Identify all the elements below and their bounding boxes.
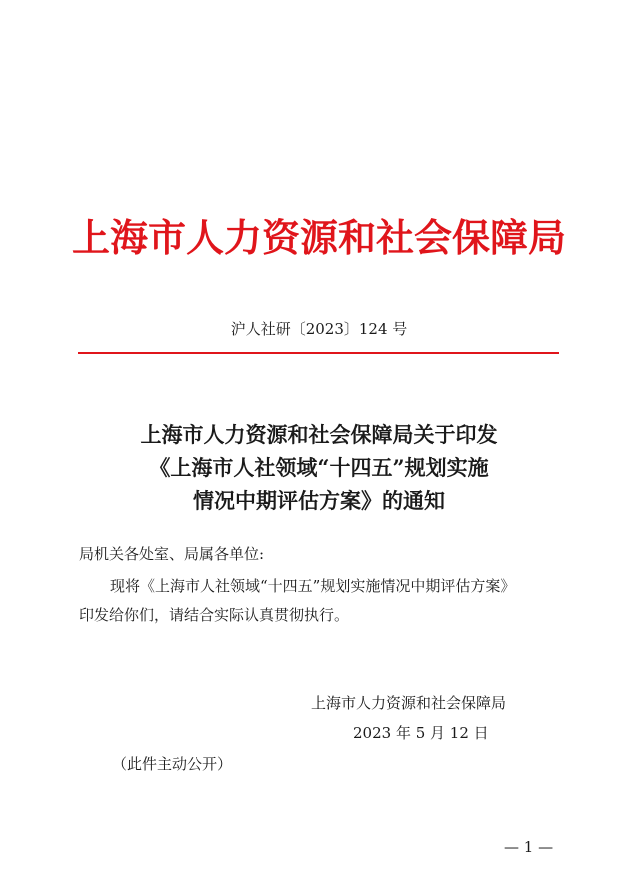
document-title-line-3: 情况中期评估方案》的通知 (193, 488, 445, 513)
body-paragraph-line-1: 现将《上海市人社领域“十四五”规划实施情况中期评估方案》 (110, 577, 516, 595)
header-red-divider (78, 352, 559, 354)
organization-header: 上海市人力资源和社会保障局 (71, 215, 566, 260)
salutation: 局机关各处室、局属各单位: (79, 545, 265, 563)
issue-date: 2023 年 5 月 12 日 (353, 724, 489, 742)
disclosure-note: （此件主动公开） (112, 755, 233, 773)
document-title-line-2: 《上海市人社领域“十四五”规划实施 (149, 455, 489, 480)
document-title (0, 418, 638, 517)
document-number: 沪人社研〔2023〕124 号 (230, 320, 408, 338)
issuing-authority: 上海市人力资源和社会保障局 (311, 694, 507, 712)
document-title-line-1: 上海市人力资源和社会保障局关于印发 (140, 422, 498, 447)
page-number: — 1 — (504, 838, 554, 856)
body-paragraph-line-2: 印发给你们，请结合实际认真贯彻执行。 (79, 606, 350, 624)
